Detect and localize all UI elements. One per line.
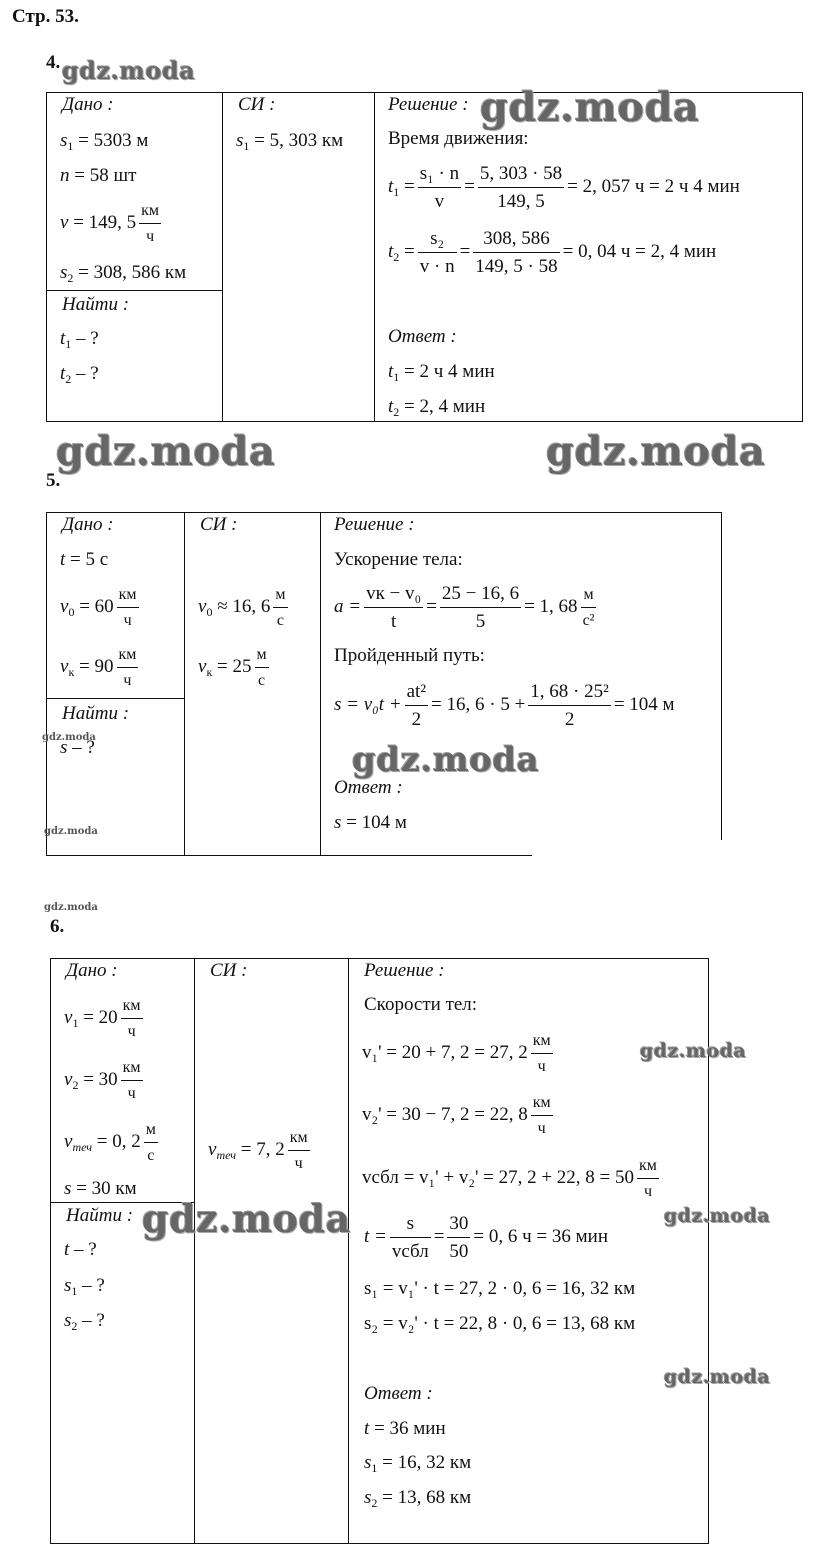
t5-answer-header: Ответ : [334, 777, 403, 798]
t4-answer-t1: $t_1 = 2$ ч 4 мин [388, 361, 495, 384]
t6-find-t: t – ? [64, 1239, 97, 1260]
t6-formula-s1: s₁ = v₁' · t = 27, 2 · 0, 6 = 16, 32 км [364, 1278, 636, 1299]
t5-formula-path: s = v₀t + $\frac{\text{at²}}{2}$ = 16, 6 · 5 + $\frac{\text{1, 68 · 25²}}{2}$ = 104 м [334, 678, 675, 733]
t6-formula-vsbl: vсбл = v₁' + v₂' = 27, 2 + 22, 8 = 50 $\frac{км}{ч}$ [362, 1153, 662, 1204]
task-4-number: 4. [46, 52, 61, 73]
watermark: gdz.moda [142, 1196, 351, 1241]
t6-answer-t: t = 36 мин [364, 1418, 446, 1439]
t4-find-t2: $t_2$ – ? [60, 363, 99, 386]
t5-find-s: s – ? [60, 737, 95, 758]
watermark: gdz.moda [62, 56, 196, 85]
t6-formula-s2: s₂ = v₂' · t = 22, 8 · 0, 6 = 13, 68 км [364, 1313, 636, 1334]
t6-answer-s2: $s_2 = 13$, 68 км [364, 1487, 472, 1510]
task-6-number: 6. [50, 916, 65, 937]
t6-find-s1: $s_1$ – ? [64, 1275, 105, 1298]
t4-solution-title: Время движения: [388, 128, 529, 149]
t4-answer-header: Ответ : [388, 326, 457, 347]
task-5-number: 5. [46, 470, 61, 491]
t4-given-s2: $s_2 = 308$, 586 км [60, 262, 187, 285]
t5-given-v0: $v_0 = 60$ $\frac{км}{ч}$ [60, 582, 142, 633]
t4-given-n: n = 58 шт [60, 165, 137, 186]
t4-given-header: Дано : [62, 94, 114, 115]
t4-formula-t1: $t_1$ = $\frac{\text{s₁ · n}}{v}$ = $\frac{5, 303 \cdot 58}{149, 5}$ = 2, 057 ч = 2 ч 4 мин [388, 160, 740, 215]
page-title: Стр. 53. [12, 6, 79, 27]
t6-given-v1: $v_1 = 20$ $\frac{км}{ч}$ [64, 993, 146, 1044]
t4-find-t1: $t_1$ – ? [60, 328, 99, 351]
t5-answer-s: s = 104 м [334, 812, 407, 833]
watermark: gdz.moda [664, 1366, 771, 1388]
t5-find-header: Найти : [62, 703, 130, 724]
t5-given-vk: $v_к = 90$ $\frac{км}{ч}$ [60, 642, 141, 693]
t6-formula-v2p: v₂' = 30 − 7, 2 = 22, 8 $\frac{км}{ч}$ [362, 1090, 556, 1141]
t6-find-header: Найти : [66, 1205, 134, 1226]
t6-si-header: СИ : [210, 960, 248, 981]
t4-solution-header: Решение : [388, 94, 469, 115]
t5-solution-header: Решение : [334, 514, 415, 535]
t4-si-header: СИ : [238, 94, 276, 115]
t5-given-t: t = 5 с [60, 549, 109, 570]
t5-solution-title-1: Ускорение тела: [334, 549, 463, 570]
watermark: gdz.moda [352, 740, 540, 780]
t4-si-s1: $s_1 = 5$, 303 км [236, 130, 344, 153]
t6-given-header: Дано : [66, 960, 118, 981]
watermark: gdz.moda [640, 1040, 747, 1062]
t6-formula-v1p: v₁' = 20 + 7, 2 = 27, 2 $\frac{км}{ч}$ [362, 1028, 556, 1079]
t4-given-s1: $s_1 = 5303$ м [60, 130, 149, 153]
t4-formula-t2: $t_2$ = $\frac{\text{s₂}}{v \cdot n}$ = $\frac{308, 586}{149, 5 \cdot 58}$ = 0, 04 ч = 2, 4 мин [388, 225, 716, 280]
watermark-small: gdz.moda [44, 902, 98, 913]
t5-formula-accel: a = $\frac{\text{vк − v₀}}{t}$ = $\frac{25 - 16, 6}{5}$ = 1, 68 $\frac{м}{\text{с²}}$ [334, 580, 599, 635]
watermark: gdz.moda [664, 1205, 771, 1227]
t5-si-header: СИ : [200, 514, 238, 535]
t6-formula-time: t = $\frac{s}{\text{vсбл}}$ = $\frac{30}{50}$ = 0, 6 ч = 36 мин [364, 1210, 608, 1265]
t4-answer-t2: $t_2 = 2$, 4 мин [388, 396, 486, 419]
watermark: gdz.moda [480, 84, 700, 131]
t6-answer-s1: $s_1 = 16$, 32 км [364, 1452, 472, 1475]
t5-si-vk: $v_к = 25$ $\frac{м}{с}$ [198, 642, 272, 693]
t5-si-v0: $v_0 \approx 16$, 6 $\frac{м}{с}$ [198, 582, 291, 633]
t6-solution-header: Решение : [364, 960, 445, 981]
t6-answer-header: Ответ : [364, 1383, 433, 1404]
t6-solution-title: Скорости тел: [364, 994, 478, 1015]
watermark-small: gdz.moda [44, 826, 98, 837]
t4-find-header: Найти : [62, 294, 130, 315]
watermark: gdz.moda [56, 428, 276, 475]
watermark-small: gdz.moda [42, 732, 96, 743]
t4-given-v: v = 149, 5 $\frac{км}{ч}$ [60, 198, 164, 249]
t6-si-vtech: $v_{теч} = 7$, 2 $\frac{км}{ч}$ [208, 1125, 313, 1176]
t6-find-s2: $s_2$ – ? [64, 1310, 105, 1333]
t6-given-v2: $v_2 = 30$ $\frac{км}{ч}$ [64, 1055, 146, 1106]
t5-given-header: Дано : [62, 514, 114, 535]
t6-given-s: s = 30 км [64, 1178, 137, 1199]
watermark: gdz.moda [546, 428, 766, 475]
t6-given-vtech: $v_{теч} = 0$, 2 $\frac{м}{с}$ [64, 1117, 161, 1168]
t5-solution-title-2: Пройденный путь: [334, 645, 485, 666]
